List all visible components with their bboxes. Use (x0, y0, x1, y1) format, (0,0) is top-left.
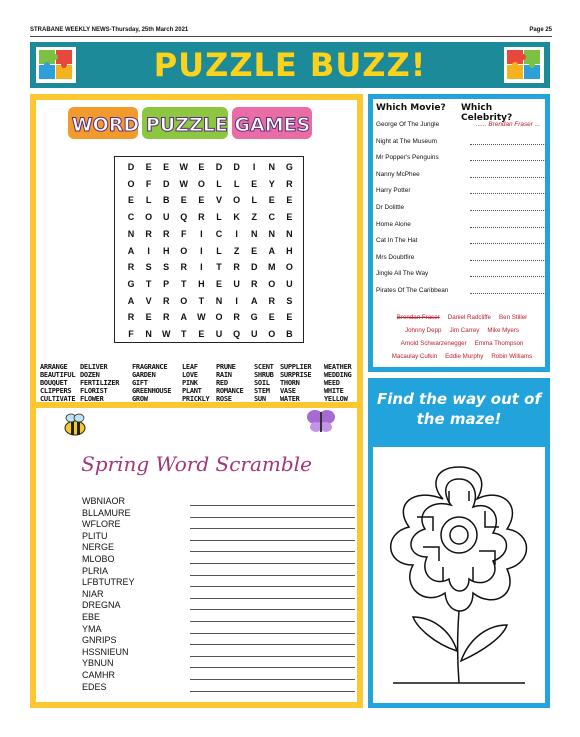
word-list-column (132, 363, 171, 403)
celebrity-name: Daniel Radcliffe (447, 314, 492, 321)
grid-letter: E (145, 312, 152, 323)
answer-line[interactable] (190, 679, 355, 680)
grid-letter: N (215, 295, 223, 306)
movie-title: Jingle All The Way (376, 270, 429, 278)
puzzle-buzz-banner (30, 42, 550, 88)
word-list-item: FERTILIZER (80, 379, 120, 387)
grid-letter: F (145, 178, 152, 189)
grid-letter: O (197, 178, 205, 189)
grid-letter: U (215, 329, 223, 339)
scramble-row (82, 542, 114, 553)
word-list-column (324, 363, 351, 403)
grid-letter: I (235, 295, 238, 306)
celebrity-name: Arnold Schwarzenegger (400, 340, 467, 347)
grid-letter: W (161, 329, 171, 339)
grid-letter: A (127, 295, 135, 306)
movie-title: Night at The Museum (376, 137, 437, 145)
answer-dotted-line[interactable] (470, 243, 546, 244)
grid-letter: W (179, 178, 189, 189)
scramble-row (82, 600, 121, 611)
word-list-item: WEDDING (324, 371, 352, 379)
grid-letter: D (162, 178, 170, 189)
celebrity-list (376, 311, 548, 363)
word-list-item: ROMANCE (216, 387, 244, 395)
scrambled-word: MLOBO (82, 554, 115, 564)
scrambled-word: PLITU (82, 530, 108, 541)
grid-letter: O (127, 178, 135, 189)
word-list-item: RED (216, 379, 228, 387)
which-movie-heading: Which Movie? (376, 103, 446, 113)
word-list-item: FLOWER (80, 395, 104, 403)
grid-letter: O (268, 278, 276, 289)
grid-letter: R (233, 312, 240, 323)
scramble-row (82, 682, 107, 693)
scrambled-word: HSSNIEUN (82, 646, 129, 657)
grid-letter: N (250, 228, 258, 239)
word-list-item: THORN (280, 379, 300, 387)
grid-letter: R (250, 278, 258, 289)
word-list-item: DOZEN (80, 371, 100, 379)
word-list-column (216, 363, 243, 403)
grid-letter: I (147, 245, 150, 256)
grid-letter: O (215, 312, 223, 323)
answer-line[interactable] (190, 598, 355, 599)
word-list-item: FLORIST (80, 387, 108, 395)
grid-letter: T (198, 295, 205, 306)
grid-letter: L (216, 245, 222, 256)
grid-letter: I (200, 245, 203, 256)
grid-letter: R (127, 262, 135, 273)
word-list-item: STEM (254, 387, 270, 395)
grid-letter: E (268, 312, 275, 323)
grid-letter: C (268, 212, 276, 223)
page-number: Page 25 (529, 27, 552, 33)
grid-letter: S (163, 262, 170, 273)
word-list-item: WEATHER (324, 363, 352, 371)
answer-line[interactable] (190, 551, 355, 552)
grid-letter: A (127, 245, 135, 256)
answer-dotted-line[interactable] (470, 210, 546, 211)
word-list-item: WHITE (324, 387, 344, 395)
word-search-grid (114, 156, 304, 343)
word-list-item: PRUNE (216, 363, 236, 371)
grid-letter: R (286, 178, 293, 189)
movie-title: Mr Popper's Penguins (376, 154, 439, 162)
word-list-item: SUPPLIER (280, 363, 312, 371)
answer-line[interactable] (190, 644, 355, 645)
answer-dotted-line[interactable] (470, 144, 546, 145)
grid-letter: L (145, 195, 152, 206)
grid-letter: M (268, 262, 276, 273)
grid-letter: N (145, 329, 152, 339)
answer-dotted-line[interactable] (470, 193, 546, 194)
word-list-item: FRAGRANCE (132, 363, 168, 371)
celebrity-answer: ...... Brendan Fraser ... (476, 121, 540, 128)
grid-letter: P (163, 278, 170, 289)
grid-letter: D (233, 162, 240, 172)
grid-letter: L (251, 195, 257, 206)
celebrity-name: Eddie Murphy (445, 353, 484, 360)
maze-panel (368, 378, 550, 708)
scramble-row (82, 577, 135, 588)
movie-title: Pirates Of The Caribbean (376, 287, 449, 294)
word-list-item: VASE (280, 387, 296, 395)
grid-letter: N (268, 162, 276, 172)
scrambled-word: EBE (82, 612, 101, 622)
grid-letter: A (250, 295, 258, 306)
scramble-row (82, 589, 104, 600)
scramble-row (82, 612, 100, 623)
word-list-item: SURPRISE (280, 371, 312, 379)
answer-line[interactable] (190, 575, 355, 576)
which-movie-panel (368, 94, 550, 372)
grid-letter: O (268, 329, 276, 339)
grid-letter: A (268, 245, 276, 256)
movie-row (376, 237, 548, 247)
maze-title: Find the way out of the maze! (377, 390, 541, 428)
scramble-row (82, 508, 131, 519)
word-list-item: DELIVER (80, 363, 108, 371)
grid-letter: O (285, 262, 293, 273)
grid-letter: U (250, 329, 258, 339)
word-list-item: SUN (254, 395, 266, 403)
celebrity-name: Jim Carrey (449, 327, 480, 334)
word-puzzle-title-text: WORD PUZZLE GAMES (71, 114, 311, 136)
grid-letter: E (215, 278, 222, 289)
grid-letter: S (145, 262, 152, 273)
grid-letter: E (251, 178, 258, 189)
grid-letter: H (198, 278, 205, 289)
word-list-item: SCENT (254, 363, 274, 371)
scrambled-word: NERGE (82, 542, 115, 553)
word-list-item: ARRANGE (40, 363, 68, 371)
word-list-item: PINK (182, 379, 198, 387)
grid-letter: O (180, 295, 188, 306)
scrambled-word: WFLORE (82, 519, 121, 530)
grid-letter: D (215, 162, 223, 172)
word-list-item: CLIPPERS (40, 387, 72, 395)
scrambled-word: EDES (82, 681, 107, 692)
word-list-item: PLANT (182, 387, 202, 395)
grid-letter: G (250, 312, 258, 323)
grid-letter: U (233, 278, 240, 289)
answer-line[interactable] (190, 540, 355, 541)
answer-dotted-line[interactable] (470, 227, 546, 228)
grid-letter: E (286, 195, 293, 206)
grid-letter: E (198, 195, 205, 206)
grid-letter: R (145, 228, 152, 239)
answer-line[interactable] (190, 667, 355, 668)
answer-line[interactable] (190, 505, 355, 506)
word-list-item: BOUQUET (40, 379, 68, 387)
answer-line[interactable] (190, 528, 355, 529)
grid-letter: T (181, 278, 187, 289)
grid-letter: V (215, 195, 222, 206)
scrambled-word: GNRIPS (82, 635, 117, 646)
grid-letter: H (162, 245, 170, 256)
answer-line[interactable] (190, 563, 355, 564)
word-list-column (40, 363, 75, 403)
grid-letter: R (162, 295, 170, 306)
scramble-row (82, 496, 125, 507)
grid-letter: S (286, 295, 293, 306)
scramble-row (82, 531, 108, 542)
grid-letter: E (198, 329, 205, 339)
movie-row (376, 270, 548, 280)
grid-letter: R (127, 312, 135, 323)
celebrity-line (376, 337, 548, 350)
grid-letter: N (286, 228, 293, 239)
grid-letter: Z (251, 212, 257, 223)
grid-letter: D (127, 162, 135, 172)
answer-line[interactable] (190, 656, 355, 657)
grid-letter: N (127, 228, 135, 239)
movie-title: Cat In The Hat (376, 237, 418, 245)
grid-letter: Z (233, 245, 240, 256)
grid-letter: N (268, 228, 276, 239)
word-puzzle-games-title (66, 103, 316, 143)
movie-title: Nanny McPhee (376, 170, 420, 178)
grid-letter: A (180, 312, 188, 323)
movie-row (376, 254, 548, 264)
grid-letter: Y (268, 178, 275, 189)
movie-title: George Of The Jungle (376, 121, 440, 128)
grid-letter: G (285, 162, 293, 172)
answer-line[interactable] (190, 621, 355, 622)
word-list-column (280, 363, 311, 403)
grid-letter: H (286, 245, 293, 256)
grid-letter: O (145, 212, 153, 223)
answer-line[interactable] (190, 586, 355, 587)
which-celebrity-heading: Which Celebrity? (461, 103, 513, 123)
grid-letter: D (250, 262, 258, 273)
grid-letter: I (235, 228, 238, 239)
word-list-item: ROSE (216, 395, 232, 403)
movie-title: Mrs Doubtfire (376, 253, 415, 261)
answer-dotted-line[interactable] (470, 160, 546, 161)
celebrity-name: Brendan Fraser (396, 314, 440, 321)
grid-letter: W (197, 312, 206, 323)
grid-letter: R (268, 295, 276, 306)
celebrity-name: Mike Myers (487, 327, 520, 334)
celebrity-name: Robin Williams (491, 353, 533, 360)
grid-letter: I (200, 228, 203, 239)
grid-letter: Q (233, 329, 241, 339)
grid-letter: B (286, 329, 293, 339)
scramble-title: Spring Word Scramble (81, 452, 312, 476)
newspaper-header: STRABANE WEEKLY NEWS-Thursday, 25th March 2021 (30, 27, 189, 33)
grid-letter: T (216, 262, 222, 273)
word-list-item: PRICKLY (182, 395, 210, 403)
movie-row (376, 154, 548, 164)
scrambled-word: YMA (82, 623, 102, 634)
word-list-item: WEED (324, 379, 340, 387)
grid-letter: I (252, 162, 256, 172)
word-list-item: LEAF (182, 363, 198, 371)
grid-letter: E (145, 162, 152, 172)
grid-letter: E (251, 245, 258, 256)
scramble-row (82, 635, 117, 646)
grid-letter: E (286, 312, 293, 323)
answer-dotted-line[interactable] (470, 293, 546, 294)
word-list-column (254, 363, 274, 403)
movie-row (376, 287, 548, 297)
answer-dotted-line[interactable] (470, 177, 546, 178)
celebrity-name: Macaulay Culkin (391, 353, 438, 360)
celebrity-name: Emma Thompson (474, 340, 524, 347)
scrambled-word: WBNIAOR (82, 496, 126, 506)
grid-letter: T (145, 278, 152, 289)
grid-letter: L (216, 212, 222, 223)
grid-letter: R (162, 228, 170, 239)
grid-letter: O (180, 245, 188, 256)
grid-letter: R (198, 212, 205, 223)
grid-letter: C (215, 228, 223, 239)
jigsaw-icon (504, 47, 544, 83)
movie-row (376, 204, 548, 214)
word-list-item: CULTIVATE (40, 395, 76, 403)
word-list-column (182, 363, 209, 403)
grid-letter: R (162, 312, 170, 323)
grid-letter: E (163, 162, 170, 172)
word-list-item: BEAUTIFUL (40, 371, 76, 379)
celebrity-line (376, 311, 548, 324)
word-list-item: GREENHOUSE (132, 387, 172, 395)
grid-letter: U (162, 212, 170, 223)
scramble-row (82, 624, 102, 635)
scramble-row (82, 519, 121, 530)
grid-letter: E (268, 195, 275, 206)
scramble-row (82, 647, 129, 658)
grid-letter: R (180, 262, 188, 273)
answer-line[interactable] (190, 609, 355, 610)
banner-title: PUZZLE BUZZ! (153, 46, 427, 84)
answer-line[interactable] (190, 517, 355, 518)
word-list-item: RAIN (216, 371, 232, 379)
grid-letter: G (127, 278, 135, 289)
grid-letter: F (181, 228, 187, 239)
grid-letter: E (127, 195, 134, 206)
movie-row (376, 187, 548, 197)
movie-row (376, 221, 548, 231)
word-list-item: SOIL (254, 379, 270, 387)
word-list-item: GROW (132, 395, 148, 403)
celebrity-name: Johnny Depp (404, 327, 442, 334)
answer-dotted-line[interactable] (470, 260, 546, 261)
scrambled-word: PLRIA (82, 565, 109, 576)
word-list-item: SHRUB (254, 371, 274, 379)
movie-row (376, 171, 548, 181)
movie-row (376, 121, 548, 131)
grid-letter: C (127, 212, 135, 223)
grid-letter: K (233, 212, 240, 223)
word-scramble-panel (30, 408, 363, 708)
grid-letter: E (180, 195, 187, 206)
word-list-item: WATER (280, 395, 300, 403)
grid-letter: I (200, 262, 203, 273)
grid-letter: U (286, 278, 293, 289)
celebrity-name: Ben Stiller (499, 314, 528, 321)
grid-letter: Q (180, 212, 188, 223)
scrambled-word: LFBTUTREY (82, 577, 135, 588)
celebrity-line (376, 324, 548, 337)
word-search-panel (30, 94, 363, 408)
word-list-item: GIFT (132, 379, 148, 387)
grid-letter: T (181, 329, 187, 339)
scramble-row (82, 554, 115, 565)
grid-letter: B (162, 195, 170, 206)
grid-letter: F (128, 329, 134, 339)
bee-icon (60, 412, 90, 438)
grid-letter: W (179, 162, 189, 172)
grid-letter: O (233, 195, 241, 206)
word-list-column (80, 363, 119, 403)
scramble-row (82, 658, 114, 669)
word-list-item: GARDEN (132, 371, 156, 379)
grid-letter: E (198, 162, 205, 172)
grid-letter: E (286, 212, 293, 223)
flower-maze-image (373, 447, 545, 703)
grid-letter: L (233, 178, 240, 189)
scrambled-word: BLLAMURE (82, 507, 131, 518)
scramble-row (82, 566, 108, 577)
answer-line[interactable] (190, 633, 355, 634)
header-divider (30, 36, 552, 37)
grid-letter: R (233, 262, 240, 273)
scrambled-word: DREGNA (82, 600, 121, 611)
movie-title: Dr Dolittle (376, 204, 405, 211)
butterfly-icon (306, 408, 336, 434)
grid-letter: V (145, 295, 152, 306)
scrambled-word: NIAR (82, 588, 104, 599)
answer-line[interactable] (190, 691, 355, 692)
movie-title: Home Alone (376, 220, 411, 228)
grid-letter: L (216, 178, 222, 189)
word-list-item: LOVE (182, 371, 198, 379)
scramble-row (82, 670, 115, 681)
scrambled-word: CAMHR (82, 670, 115, 680)
celebrity-line (376, 350, 548, 363)
movie-title: Harry Potter (376, 187, 411, 195)
answer-dotted-line[interactable] (470, 276, 546, 277)
scrambled-word: YBNUN (82, 658, 114, 669)
movie-row (376, 138, 548, 148)
word-list-item: YELLOW (324, 395, 348, 403)
